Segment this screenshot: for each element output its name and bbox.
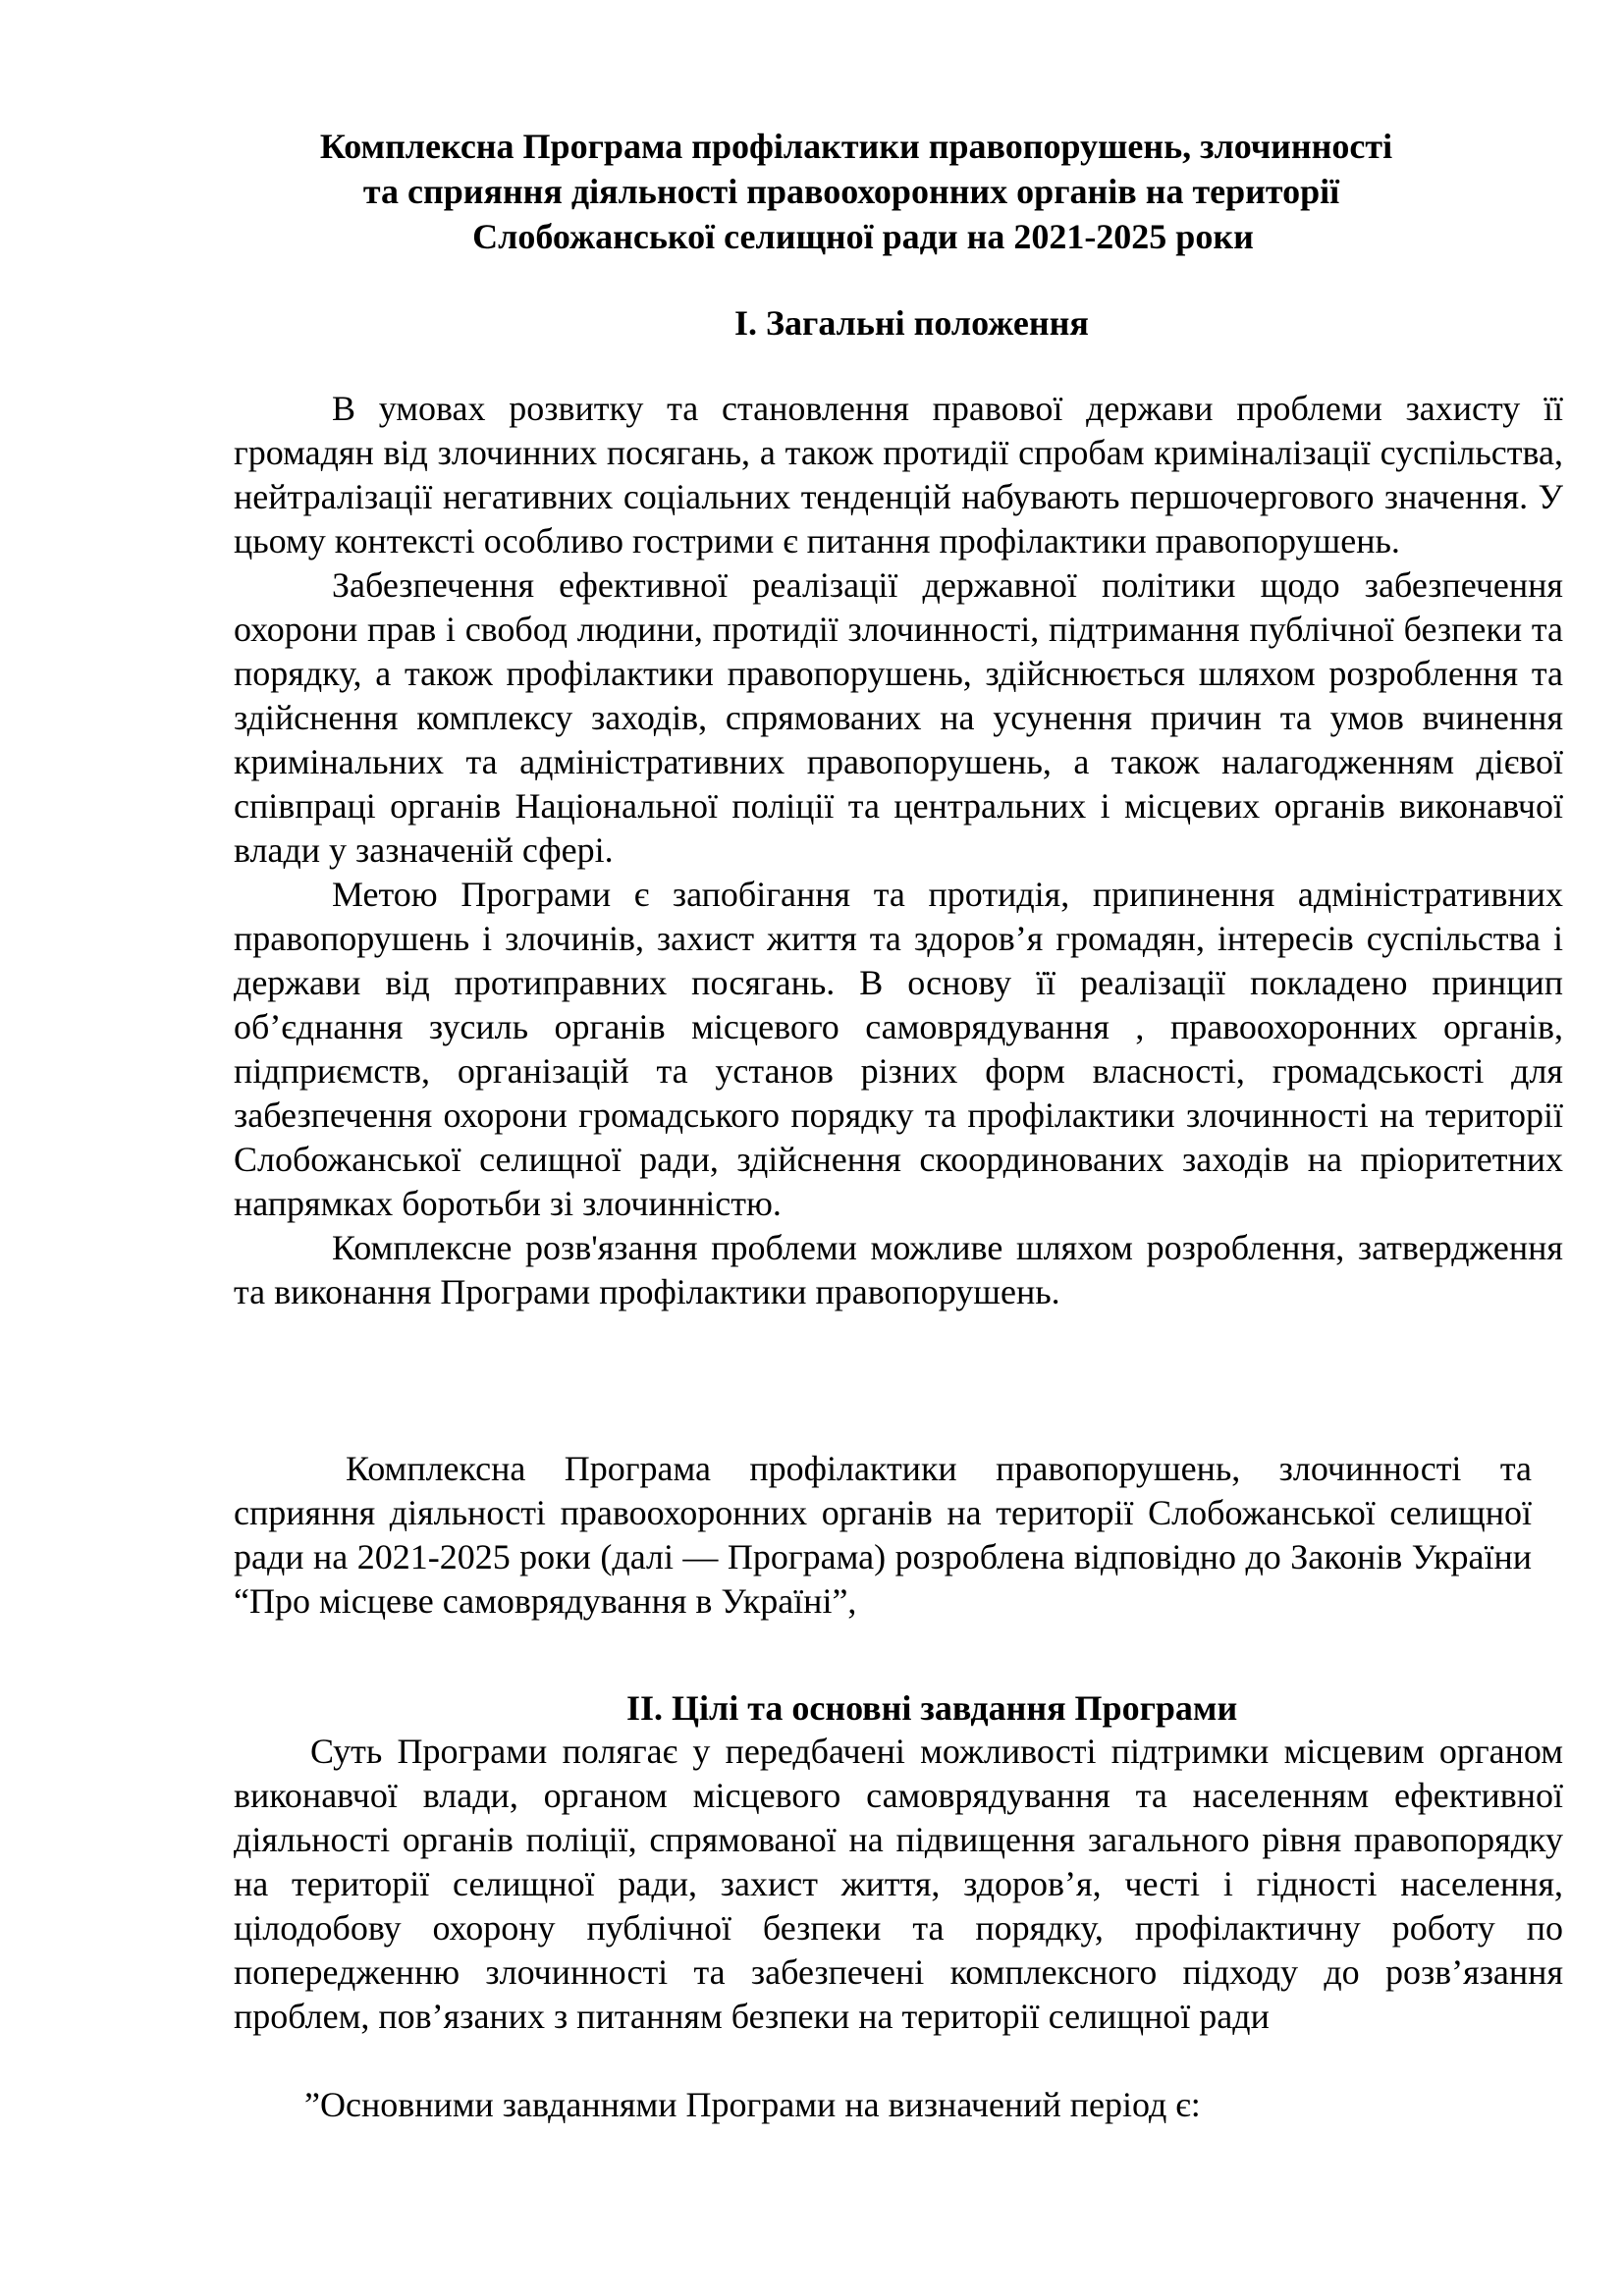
tasks-intro: ”Основними завданнями Програми на визначений період є: xyxy=(304,2085,1201,2124)
paragraph: Комплексна Програма профілактики правопорушень, злочинності та сприяння діяльності правоохоронних органів на території Слобожанської селищної ради на 2021-2025 роки (далі — Програма) розроблена відповідно до Законів України “Про місцеве самоврядування в Україні”, xyxy=(234,1449,1532,1621)
section-2-heading: II. Цілі та основні завдання Програми xyxy=(626,1688,1238,1728)
paragraph: Забезпечення ефективної реалізації державної політики щодо забезпечення охорони прав і свобод людини, протидії злочинності, підтримання публічної безпеки та порядку, а також профілактики правопорушень, здійснюється шляхом розроблення та здійснення комплексу заходів, спрямованих на усунення причин та умов вчинення кримінальних та адміністративних правопорушень, а також налагодженням дієвої співпраці органів Національної поліції та центральних і місцевих органів виконавчої влади у зазначеній сфері. xyxy=(234,565,1563,870)
section-1-heading: I. Загальні положення xyxy=(734,303,1089,343)
section-2-body xyxy=(234,1730,1563,2039)
title-line-3: Слобожанської селищної ради на 2021-2025 роки xyxy=(472,217,1254,256)
paragraph: Комплексне розв'язання проблеми можливе шляхом розроблення, затвердження та виконання Програми профілактики правопорушень. xyxy=(234,1228,1563,1311)
document-title xyxy=(0,124,1624,259)
paragraph: В умовах розвитку та становлення правової держави проблеми захисту її громадян від злочинних посягань, а також протидії спробам криміналізації суспільства, нейтралізації негативних соціальних тенденцій набувають першочергового значення. У цьому контексті особливо гострими є питання профілактики правопорушень. xyxy=(234,389,1563,561)
paragraph: Метою Програми є запобігання та протидія, припинення адміністративних правопорушень і злочинів, захист життя та здоров’я громадян, інтересів суспільства і держави від протиправних посягань. В основу її реалізації покладено принцип об’єднання зусиль органів місцевого самоврядування , правоохоронних органів, підприємств, організацій та установ різних форм власності, громадськості для забезпечення охорони громадського порядку та профілактики злочинності на території Слобожанської селищної ради, здійснення скоординованих заходів на пріоритетних напрямках боротьби зі злочинністю. xyxy=(234,875,1563,1223)
paragraph: Суть Програми полягає у передбачені можливості підтримки місцевим органом виконавчої влади, органом місцевого самоврядування та населенням ефективної діяльності органів поліції, спрямованої на підвищення загального рівня правопорядку на території селищної ради, захист життя, здоров’я, честі і гідності населення, цілодобову охорону публічної безпеки та порядку, профілактичну роботу по попередженню злочинності та забезпечені комплексного підходу до розв’язання проблем, пов’язаних з питанням безпеки на території селищної ради xyxy=(234,1732,1563,2036)
section-1-legal-basis xyxy=(234,1447,1532,1624)
title-line-1: Комплексна Програма профілактики правопорушень, злочинності xyxy=(319,127,1393,166)
section-1-body xyxy=(234,387,1563,1314)
title-line-2: та сприяння діяльності правоохоронних органів на території xyxy=(362,172,1340,211)
